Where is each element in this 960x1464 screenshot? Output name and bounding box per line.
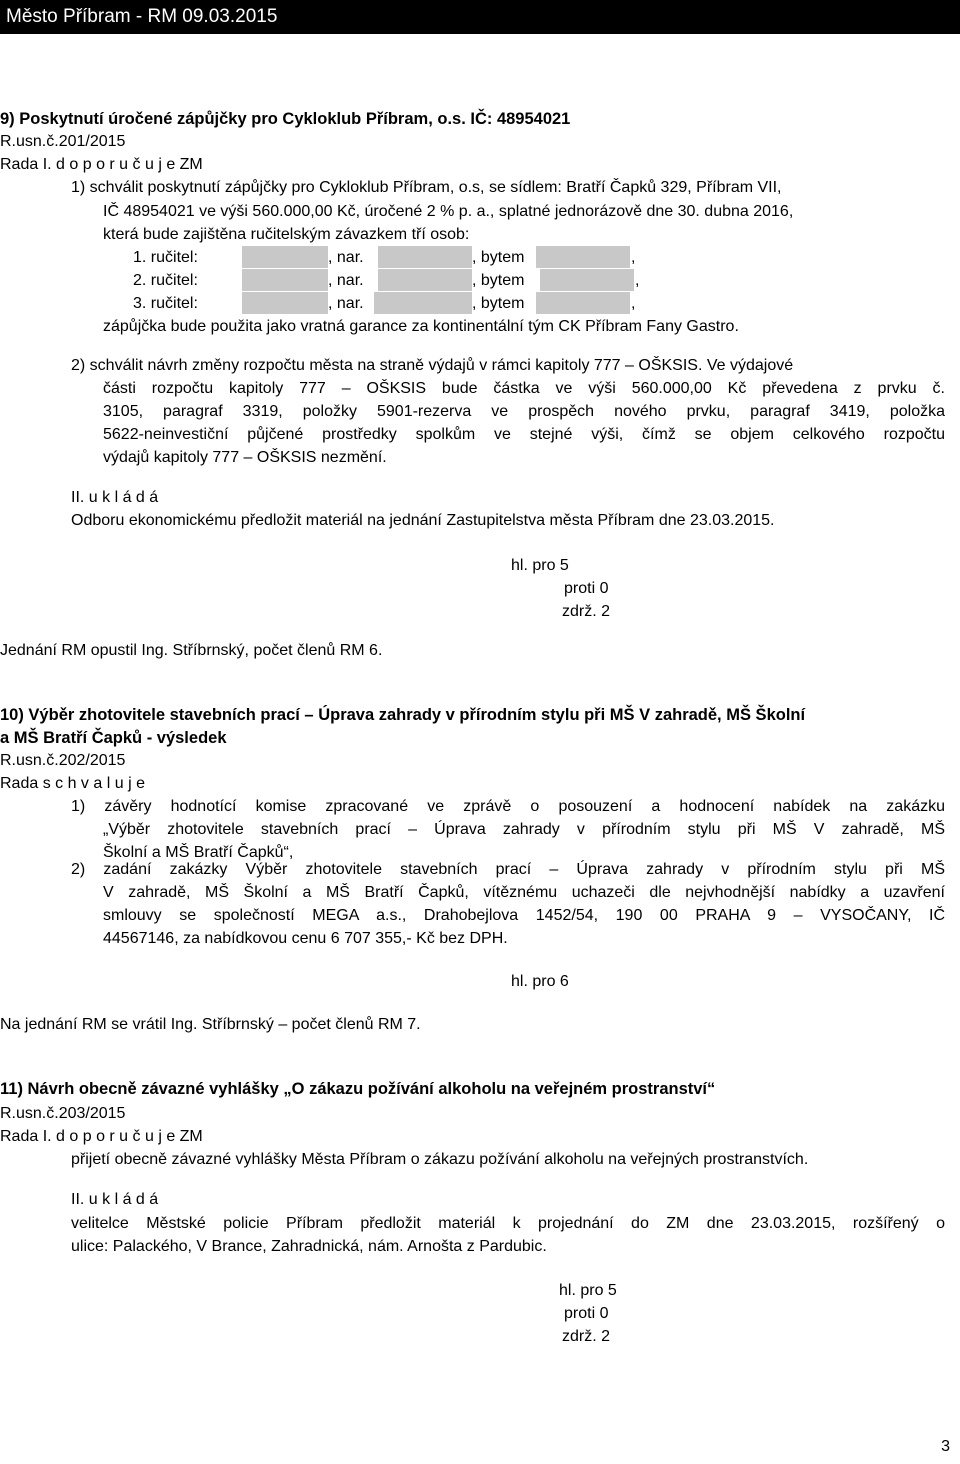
redacted-address-3	[536, 292, 630, 314]
guarantor-1-label: 1. ručitel:	[133, 249, 198, 266]
section-9-vote-for: hl. pro 5	[511, 557, 569, 574]
redacted-name-2	[242, 269, 328, 291]
section-9-item-1-line-3: která bude zajištěna ručitelským závazkem tří osob:	[103, 226, 470, 243]
section-9-resolution-number: R.usn.č.201/2015	[0, 133, 126, 150]
section-10-vote-for: hl. pro 6	[511, 973, 569, 990]
section-9-vote-against: proti 0	[564, 580, 609, 597]
section-9-item-2-line-1: 2) schválit návrh změny rozpočtu města na straně výdajů v rámci kapitoly 777 – OŠKSIS. Ve výdajové	[71, 357, 794, 374]
guarantor-1-address-label: , bytem	[472, 249, 525, 266]
section-10-item-1-line-3: Školní a MŠ Bratří Čapků“,	[103, 844, 294, 861]
guarantor-1-born-label: , nar.	[328, 249, 364, 266]
redacted-address-2	[540, 269, 634, 291]
section-10-item-1-line-1: 1) závěry hodnotící komise zpracované ve zprávě o posouzení a hodnocení nabídek na zakázku	[71, 798, 945, 815]
section-11-council-recommends: Rada I. d o p o r u č u j e ZM	[0, 1128, 203, 1145]
section-10-item-1-line-2: „Výběr zhotovitele stavebních prací – Úprava zahrady v přírodním stylu při MŠ V zahradě, MŠ	[103, 821, 945, 838]
section-11-vote-against: proti 0	[564, 1305, 609, 1322]
guarantor-3-born-label: , nar.	[328, 295, 364, 312]
guarantor-2-comma: ,	[635, 272, 640, 289]
section-9-item-1-line-1: 1) schválit poskytnutí zápůjčky pro Cykloklub Příbram, o.s, se sídlem: Bratří Čapků 329, Příbram VII,	[71, 179, 782, 196]
guarantor-3-label: 3. ručitel:	[133, 295, 198, 312]
section-10-title-line-2: a MŠ Bratří Čapků - výsledek	[0, 729, 227, 747]
redacted-name-3	[242, 292, 328, 314]
section-11-vote-for: hl. pro 5	[559, 1282, 617, 1299]
section-9-note: Jednání RM opustil Ing. Stříbrnský, počet členů RM 6.	[0, 642, 383, 659]
section-11-title: 11) Návrh obecně závazné vyhlášky „O zákazu požívání alkoholu na veřejném prostranství“	[0, 1080, 716, 1098]
section-9-item-2-line-2: části rozpočtu kapitoly 777 – OŠKSIS bude částka ve výši 560.000,00 Kč převedena z prvku č.	[103, 380, 945, 397]
document-header: Město Příbram - RM 09.03.2015	[0, 0, 960, 34]
section-9-item-1-line-2: IČ 48954021 ve výši 560.000,00 Kč, úročené 2 % p. a., splatné jednorázově dne 30. dubna 2016,	[103, 203, 794, 220]
guarantor-1-comma: ,	[631, 249, 636, 266]
section-9-item-2-line-3: 3105, paragraf 3319, položky 5901-rezerva ve prospěch nového prvku, paragraf 3419, položka	[103, 403, 945, 420]
section-9-item-2-line-4: 5622-neinvestiční půjčené prostředky spolkům ve stejné výši, čímž se objem celkového rozpočtu	[103, 426, 945, 443]
redacted-name-1	[242, 246, 328, 268]
section-10-item-2-line-2: V zahradě, MŠ Školní a MŠ Bratří Čapků, vítěznému uchazeči dle nejvhodnější nabídky a uzavření	[103, 884, 945, 901]
guarantor-2-born-label: , nar.	[328, 272, 364, 289]
section-9-council-recommends: Rada I. d o p o r u č u j e ZM	[0, 156, 203, 173]
section-9-title: 9) Poskytnutí úročené zápůjčky pro Cykloklub Příbram, o.s. IČ: 48954021	[0, 110, 571, 128]
section-10-note: Na jednání RM se vrátil Ing. Stříbrnský – počet členů RM 7.	[0, 1016, 421, 1033]
section-10-title-line-1: 10) Výběr zhotovitele stavebních prací – Úprava zahrady v přírodním stylu při MŠ V zahradě, MŠ Školní	[0, 706, 806, 724]
section-9-assigns-text: Odboru ekonomickému předložit materiál na jednání Zastupitelstva města Příbram dne 23.03.2015.	[71, 512, 775, 529]
section-11-assigns: II. u k l á d á	[71, 1191, 159, 1208]
section-10-resolution-number: R.usn.č.202/2015	[0, 752, 126, 769]
section-11-assigns-line-2: ulice: Palackého, V Brance, Zahradnická, nám. Arnošta z Pardubic.	[71, 1238, 547, 1255]
section-10-item-2-line-4: 44567146, za nabídkovou cenu 6 707 355,- Kč bez DPH.	[103, 930, 508, 947]
section-10-item-2-line-1: 2) zadání zakázky Výběr zhotovitele stavebních prací – Úprava zahrady v přírodním stylu při MŠ	[71, 861, 945, 878]
guarantor-2-address-label: , bytem	[472, 272, 525, 289]
section-11-vote-abstain: zdrž. 2	[562, 1328, 611, 1345]
section-9-item-2-line-5: výdajů kapitoly 777 – OŠKSIS nezmění.	[103, 449, 387, 466]
section-10-item-2-line-3: smlouvy se společností MEGA a.s., Drahobejlova 1452/54, 190 00 PRAHA 9 – VYSOČANY, IČ	[103, 907, 945, 924]
section-10-council-approves: Rada s c h v a l u j e	[0, 775, 145, 792]
guarantor-2-label: 2. ručitel:	[133, 272, 198, 289]
redacted-birthdate-2	[378, 269, 472, 291]
section-9-assigns: II. u k l á d á	[71, 489, 159, 506]
redacted-birthdate-1	[378, 246, 472, 268]
section-9-vote-abstain: zdrž. 2	[562, 603, 611, 620]
guarantor-3-address-label: , bytem	[472, 295, 525, 312]
guarantor-3-comma: ,	[631, 295, 636, 312]
section-11-resolution-number: R.usn.č.203/2015	[0, 1105, 126, 1122]
section-11-assigns-line-1: velitelce Městské policie Příbram předložit materiál k projednání do ZM dne 23.03.2015, rozšířený o	[71, 1215, 945, 1232]
redacted-birthdate-3	[374, 292, 472, 314]
redacted-address-1	[536, 246, 630, 268]
page-number: 3	[941, 1438, 950, 1455]
section-9-loan-purpose: zápůjčka bude použita jako vratná garance za kontinentální tým CK Příbram Fany Gastro.	[103, 318, 739, 335]
section-11-recommend-text: přijetí obecně závazné vyhlášky Města Příbram o zákazu požívání alkoholu na veřejných prostranstvích.	[71, 1151, 809, 1168]
